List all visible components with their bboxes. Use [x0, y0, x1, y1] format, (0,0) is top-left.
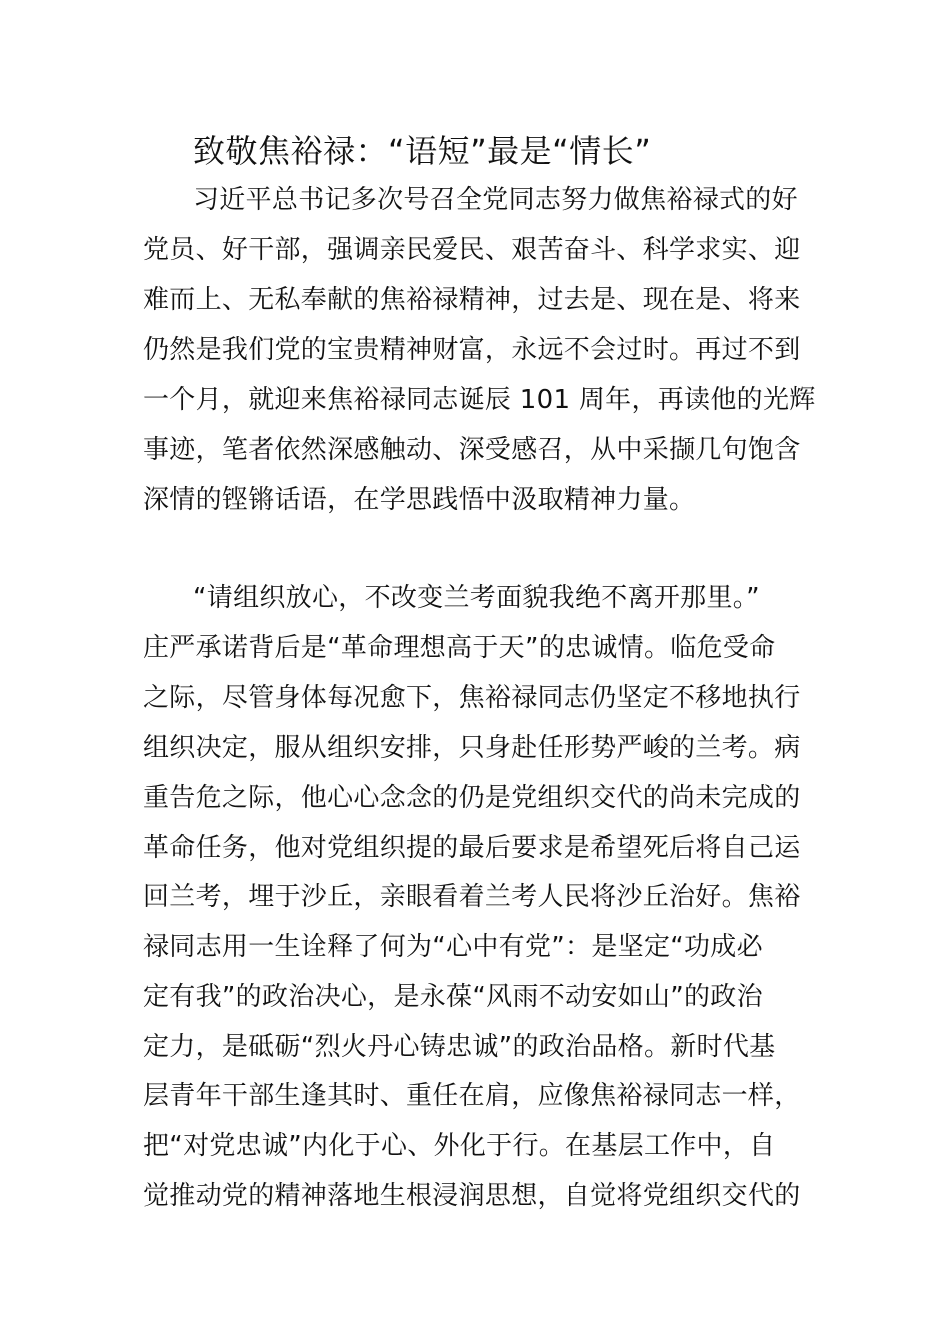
paragraph-line: “请组织放心，不改变兰考面貌我绝不离开那里。”: [193, 583, 760, 613]
paragraph-line: 习近平总书记多次号召全党同志努力做焦裕禄式的好: [193, 185, 798, 215]
paragraph-line: 定有我”的政治决心，是永葆“风雨不动安如山”的政治: [143, 982, 763, 1012]
paragraph-line: 层青年干部生逢其时、重任在肩，应像焦裕禄同志一样，: [143, 1081, 801, 1111]
paragraph-line: 禄同志用一生诠释了何为“心中有党”：是坚定“功成必: [143, 932, 763, 962]
paragraph-line: 党员、好干部，强调亲民爱民、艰苦奋斗、科学求实、迎: [143, 235, 801, 265]
paragraph-line: 回兰考，埋于沙丘，亲眼看着兰考人民将沙丘治好。焦裕: [143, 882, 801, 912]
document-title: 致敬焦裕禄：“语短”最是“情长”: [193, 132, 652, 170]
paragraph-line: 把“对党忠诚”内化于心、外化于行。在基层工作中，自: [143, 1131, 776, 1161]
paragraph-line: 一个月，就迎来焦裕禄同志诞辰 101 周年，再读他的光辉: [143, 385, 816, 415]
paragraph-line: 之际，尽管身体每况愈下，焦裕禄同志仍坚定不移地执行: [143, 683, 801, 713]
paragraph-line: 仍然是我们党的宝贵精神财富，永远不会过时。再过不到: [143, 335, 801, 365]
paragraph-line: 难而上、无私奉献的焦裕禄精神，过去是、现在是、将来: [143, 285, 801, 315]
paragraph-line: 深情的铿锵话语，在学思践悟中汲取精神力量。: [143, 485, 696, 515]
paragraph-line: 重告危之际，他心心念念的仍是党组织交代的尚未完成的: [143, 783, 801, 813]
paragraph-line: 革命任务，他对党组织提的最后要求是希望死后将自己运: [143, 833, 801, 863]
paragraph-line: 觉推动党的精神落地生根浸润思想，自觉将党组织交代的: [143, 1181, 801, 1211]
paragraph-line: 组织决定，服从组织安排，只身赴任形势严峻的兰考。病: [143, 733, 801, 763]
paragraph-line: 事迹，笔者依然深感触动、深受感召，从中采撷几句饱含: [143, 435, 801, 465]
paragraph-line: 庄严承诺背后是“革命理想高于天”的忠诚情。临危受命: [143, 633, 776, 663]
paragraph-line: 定力，是砥砺“烈火丹心铸忠诚”的政治品格。新时代基: [143, 1032, 776, 1062]
